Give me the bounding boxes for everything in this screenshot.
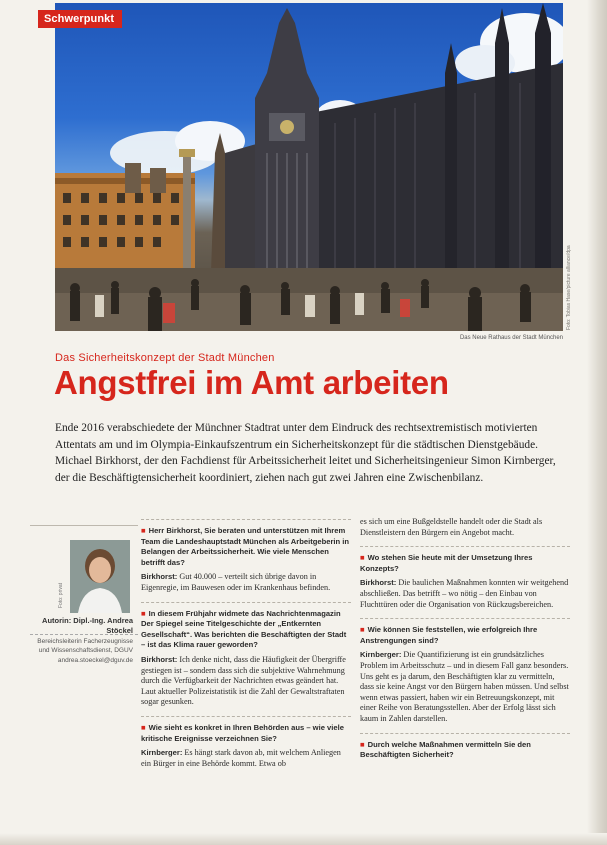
interview-question bbox=[141, 723, 351, 744]
interview-answer bbox=[360, 578, 570, 610]
question-bullet-icon: ■ bbox=[141, 526, 146, 535]
answer-speaker: Birkhorst: bbox=[141, 572, 178, 582]
question-bullet-icon: ■ bbox=[360, 625, 365, 635]
author-portrait bbox=[70, 540, 130, 613]
article-photo-munich-town-hall bbox=[55, 3, 563, 331]
interview-question bbox=[141, 609, 351, 651]
question-text: Herr Birkhorst, Sie beraten und unterstützen mit Ihrem Team die Landeshauptstadt München als Arbeitgeberin in Belangen der Arbeitssicherheit. Wie viele Menschen betrifft das? bbox=[141, 526, 350, 567]
page-edge-shadow bbox=[587, 0, 607, 845]
question-bullet-icon: ■ bbox=[141, 722, 146, 732]
article-kicker: Das Sicherheitskonzept der Stadt München bbox=[55, 352, 275, 364]
question-divider bbox=[141, 602, 351, 603]
photo-caption: Das Neue Rathaus der Stadt München bbox=[459, 335, 563, 341]
interview-answer bbox=[141, 748, 351, 769]
interview-answer bbox=[360, 650, 570, 724]
article-headline: Angstfrei im Amt arbeiten bbox=[54, 364, 449, 401]
town-hall-illustration bbox=[55, 3, 563, 331]
answer-speaker: Birkhorst: bbox=[141, 654, 178, 664]
answer-text: Gut 40.000 – verteilt sich übrige davon in Eigenregie, im Bauwesen oder im Krankenhaus befinden. bbox=[141, 572, 331, 592]
interview-answer bbox=[141, 572, 351, 593]
interview-question bbox=[360, 625, 570, 646]
question-text: Wo stehen Sie heute mit der Umsetzung Ihres Konzepts? bbox=[360, 553, 533, 573]
answer-text: Die baulichen Maßnahmen konnten wir weitgehend abschließen. Das betrifft – wo nötig – den Einbau von Fluchttüren oder die Organisation von Rückzugsbereichen. bbox=[360, 578, 569, 609]
section-tag: Schwerpunkt bbox=[38, 10, 122, 28]
answer-text: Es hängt stark davon ab, mit welchem Anliegen ein Bürger in eine Behörde kommt. Etwa ob bbox=[141, 748, 341, 768]
author-photo-credit: Foto: privat bbox=[58, 582, 64, 608]
author-photo bbox=[70, 540, 130, 613]
question-text: Durch welche Maßnahmen vermitteln Sie den Beschäftigten Sicherheit? bbox=[360, 739, 531, 760]
photo-credit: Foto: Tobias Hase/picture alliance/dpa bbox=[566, 245, 572, 330]
interview-column-2 bbox=[360, 517, 570, 765]
interview-answer bbox=[360, 517, 570, 538]
interview-question bbox=[360, 740, 570, 761]
answer-speaker: Kirnberger: bbox=[141, 748, 183, 758]
author-divider bbox=[30, 634, 138, 635]
author-role: Bereichsleiterin Facherzeugnisse und Wissenschaftsdienst, DGUV bbox=[37, 638, 133, 654]
interview-question bbox=[141, 526, 351, 568]
interview-column-1 bbox=[141, 517, 351, 777]
question-divider bbox=[360, 618, 570, 619]
author-email: andrea.stoeckel@dguv.de bbox=[57, 657, 133, 664]
question-bullet-icon: ■ bbox=[360, 553, 365, 563]
question-divider bbox=[360, 546, 570, 547]
answer-text: Ich denke nicht, dass die Häufigkeit der Übergriffe gestiegen ist – sondern dass sich die subjektive Wahrnehmung durch die Verfügbarkeit der Nachrichten etwas geändert hat. Laut aktueller Polizeistatistik ist die Zahl der Gewaltstraftaten sogar gesunken. bbox=[141, 654, 346, 707]
question-divider bbox=[360, 733, 570, 734]
author-top-rule bbox=[30, 525, 138, 526]
question-text: In diesem Frühjahr widmete das Nachrichtenmagazin Der Spiegel seine Titelgeschichte der „Entkernten Gesellschaft“. Was berichten die Beschäftigten der Stadt – ist das Klima rauer geworden? bbox=[141, 608, 347, 650]
question-divider bbox=[141, 716, 351, 717]
question-text: Wie sieht es konkret in Ihren Behörden aus – wie viele kritische Ereignisse verzeichnen Sie? bbox=[141, 722, 344, 743]
answer-text: Die Quantifizierung ist ein grundsätzliches Problem im Arbeitsschutz – und in diesem Fall ganz besonders. Uns geht es ja darum, den Beschäftigten klar zu vermitteln, dass sie keine Angst vor den Bürgern haben müssen. Und selbst wenn etwas passiert, haben wir ein Betreuungskonzept, mit einer Reihe von Beratungsstellen. Aber der Erfolg lässt sich kaum in Zahlen darstellen. bbox=[360, 650, 569, 723]
question-divider bbox=[141, 519, 351, 520]
answer-speaker: Kirnberger: bbox=[360, 650, 402, 660]
interview-question bbox=[360, 553, 570, 574]
question-bullet-icon: ■ bbox=[360, 739, 365, 749]
question-bullet-icon: ■ bbox=[141, 608, 146, 618]
page-bottom-shadow bbox=[0, 833, 607, 845]
answer-speaker: Birkhorst: bbox=[360, 578, 397, 588]
interview-answer bbox=[141, 655, 351, 708]
article-lead: Ende 2016 verabschiedete der Münchner Stadtrat unter dem Eindruck des rechtsextremistisch motivierten Attentats am und im Olympia-Einkaufszentrum ein Sicherheitskonzept für die städtischen Dienstgebäude. Michael Birkhorst, der den Fachdienst für Arbeitssicherheit leitet und Sicherheitsingenieur Simon Kirnberger, der die Beschäftigtensicherheit koordiniert, ziehen nach gut zwei Jahren eine Zwischenbilanz. bbox=[55, 422, 556, 484]
answer-text: es sich um eine Bußgeldstelle handelt oder die Stadt als Dienstleistern den Bürgern ein Angebot macht. bbox=[360, 517, 543, 537]
author-name: Autorin: Dipl.-Ing. Andrea Stöckel bbox=[42, 616, 133, 635]
question-text: Wie können Sie feststellen, wie erfolgreich Ihre Anstrengungen sind? bbox=[360, 625, 538, 645]
